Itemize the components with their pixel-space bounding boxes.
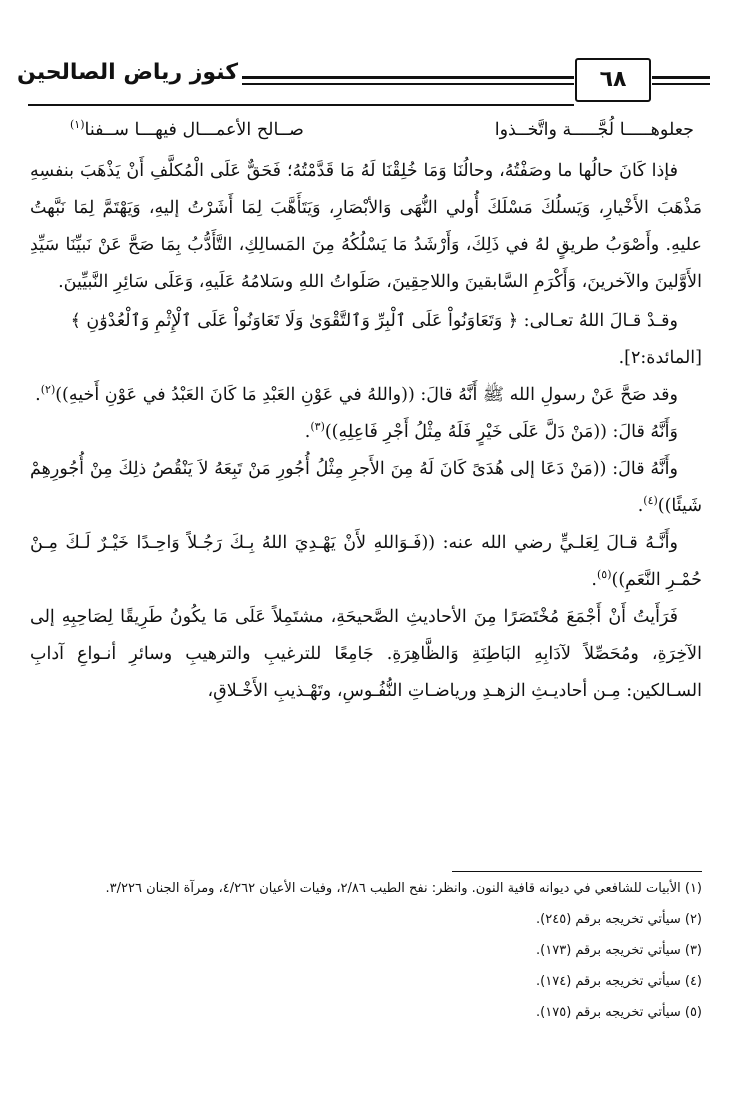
- quran-citation: وقـدْ قـالَ اللهُ تعـالى: ﴿ وَتَعَاوَنُواْ عَلَى ٱلْبِرِّ وَٱلتَّقْوَىٰ وَلَا تَعَاوَنُواْ عَلَى ٱلْإِثْمِ وَٱلْعُدْوَٰنِ ﴾: [70, 311, 678, 331]
- footnote: (٤) سيأتي تخريجه برقم (١٧٤).: [536, 974, 702, 989]
- footnote-ref: (٣): [310, 420, 325, 434]
- footnote-ref: (٤): [643, 494, 658, 508]
- header-rule: [242, 83, 574, 85]
- paragraph: فإذا كَانَ حالُها ما وصَفْتُهُ، وحالُنَا وَمَا خُلِقْنَا لَهُ مَا قَدَّمْتُهُ؛ فَحَقٌّ عَلَى الْمُكلَّفِ أَنْ يَذْهَبَ بنفسِهِ مَذْهَبَ الأَخْيارِ، وَيَسلُكَ مَسْلَكَ أُولي النُّهَى وَالأبْصَارِ، وَيَتَأَهَّبَ لِمَا أَشَرْتُ إليهِ، وَيَهْتَمَّ لِمَا نَبَّهتُ عليهِ. وأَصْوَبُ طريقٍ لهُ في ذَلِكَ، وَأَرْشَدُ مَا يَسْلُكُهُ مِنَ المَسالِكِ، التَّأَدُّبُ بِمَا صَحَّ عَنْ نَبيِّنَا سَيِّدِ الأَوَّلينَ والآخرينَ، وَأَكْرَمِ السَّابقينَ واللاحِقِينَ، صَلَواتُ اللهِ وسَلامُهُ عَلَيهِ، وَعَلَى سَائِرِ النَّبيِّينَ.: [30, 161, 702, 292]
- footnote-ref: (٥): [596, 568, 612, 582]
- page-number: ٦٨: [575, 58, 651, 102]
- footnote: (٣) سيأتي تخريجه برقم (١٧٣).: [536, 943, 702, 958]
- footnote-separator: [452, 871, 702, 872]
- book-title: كنوز رياض الصالحين: [17, 60, 238, 85]
- surah-reference: [المائدة:٢].: [618, 348, 702, 368]
- footnote-ref: (١): [70, 118, 85, 132]
- verse-second-hemistich: صــالح الأعمـــال فيهـــا ســفنا$^{(١)}$: [70, 118, 304, 140]
- footnote: (٥) سيأتي تخريجه برقم (١٧٥).: [536, 1005, 702, 1020]
- hadith-paragraph: وَأَنَّهُ قالَ: ((مَنْ دَلَّ عَلَى خَيْرٍ فَلَهُ مِثْلُ أَجْرِ فَاعِلِهِ))$^{(٣)}$.: [304, 420, 678, 442]
- paragraph: فَرَأَيتُ أَنْ أَجْمَعَ مُخْتَصَرًا مِنَ الأحاديثِ الصَّحيحَةِ، مشتَمِلاً عَلَى مَا يكُونُ طَرِيقًا لِصَاحِبِهِ إلى الآخِرَةِ، ومُحَصِّلاً لآدَابِهِ البَاطِنَةِ وَالظَّاهِرَةِ. جَامِعًا للترغيبِ والترهيبِ وسائرِ أنـواعِ آدابِ السـالكين: مِـن أحاديـثِ الزهـدِ ورياضـاتِ النُّفُـوسِ، وتَهْـذيبِ الأَخْـلاقِ،: [30, 607, 702, 701]
- hadith-paragraph: وأَنَّـهُ قـالَ لِعَلـيٍّ رضي الله عنه: ((فَـوَاللهِ لأَنْ يَهْـدِيَ اللهُ بِـكَ رَجُـلاً وَاحِـدًا خَيْـرٌ لَـكَ مِـنْ حُمْـرِ النَّعَمِ))$^{(٥)}$.: [30, 533, 702, 590]
- header-rule: [652, 76, 710, 79]
- main-text: [30, 112, 702, 710]
- poetry-verse: [30, 112, 702, 149]
- verse-first-hemistich: جعلوهـــــا لُجَّـــــة واتَّخــذوا: [494, 120, 694, 140]
- footnote-ref: (٢): [40, 383, 56, 397]
- header-underline: [28, 104, 574, 106]
- page-header: [17, 58, 710, 106]
- hadith-paragraph: وقد صَحَّ عَنْ رسولِ الله ﷺ أَنَّهُ قالَ: ((واللهُ في عَوْنِ العَبْدِ مَا كَانَ العَبْدُ في عَوْنِ أَخيهِ))$^{(٢)}$.: [35, 383, 678, 405]
- hadith-paragraph: وأَنَّهُ قالَ: ((مَنْ دَعَا إلى هُدَىً كَانَ لَهُ مِنَ الأَجرِ مِثْلُ أُجُورِ مَنْ تَبِعَهُ لاَ يَنْقُصُ ذلِكَ مِنْ أُجُورِهِمْ شَيئًا))$^{(٤)}$.: [30, 459, 702, 516]
- header-rule: [242, 76, 574, 79]
- footnotes: [30, 878, 702, 1033]
- footnote: (٢) سيأتي تخريجه برقم (٢٤٥).: [536, 912, 702, 927]
- header-rule: [652, 83, 710, 85]
- footnote: (١) الأبيات للشافعي في ديوانه قافية النون. وانظر: نفح الطيب ٢/٨٦، وفيات الأعيان ٤/٢٦٢، ومرآة الجنان ٣/٢٢٦.: [105, 881, 702, 896]
